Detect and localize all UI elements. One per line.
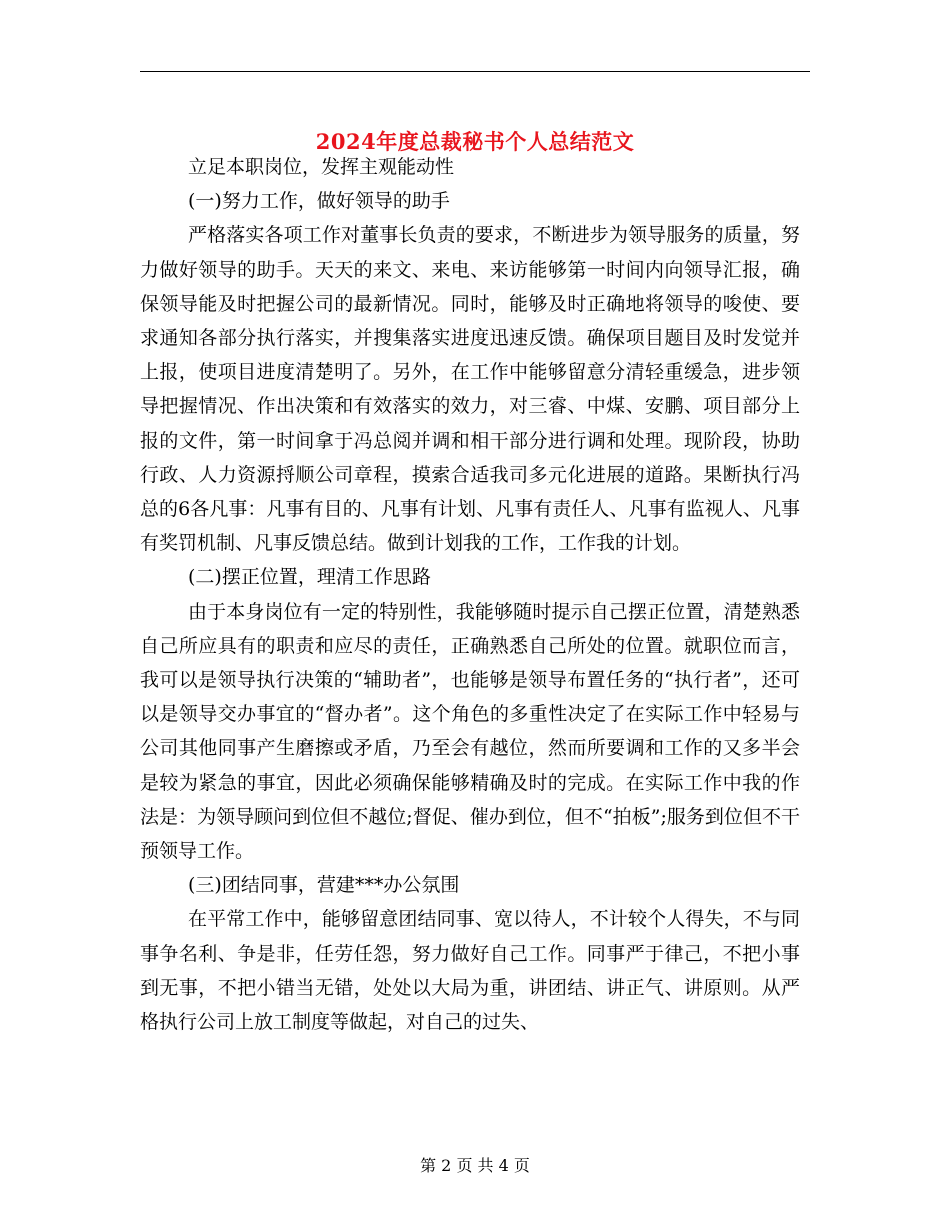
section-heading: 立足本职岗位，发挥主观能动性: [188, 156, 455, 178]
body-paragraph: 在平常工作中，能够留意团结同事、宽以待人，不计较个人得失，不与同事争名利、争是非，任劳任怨，努力做好自己工作。同事严于律己，不把小事到无事，不把小错当无错，处处以大局为重，讲团结、讲正气、讲原则。从严格执行公司上放工制度等做起，对自己的过失、: [140, 908, 800, 1034]
body-paragraph: 严格落实各项工作对董事长负责的要求，不断进步为领导服务的质量，努力做好领导的助手。天天的来文、来电、来访能够第一时间内向领导汇报，确保领导能及时把握公司的最新情况。同时，能够及时正确地将领导的唆使、要求通知各部分执行落实，并搜集落实进度迅速反馈。确保项目题目及时发觉并上报，使项目进度清楚明了。另外，在工作中能够留意分清轻重缓急，进步领导把握情况、作出决策和有效落实的效力，对三睿、中煤、安鹏、项目部分上报的文件，第一时间拿于冯总阅并调和相干部分进行调和处理。现阶段，协助行政、人力资源捋顺公司章程，摸索合适我司多元化进展的道路。果断执行冯总的6各凡事：凡事有目的、凡事有计划、凡事有责任人、凡事有监视人、凡事有奖罚机制、凡事反馈总结。做到计划我的工作，工作我的计划。: [140, 224, 800, 555]
header-rule: [140, 71, 810, 72]
subsection-heading: (二)摆正位置，理清工作思路: [188, 566, 431, 589]
body-paragraph: 由于本身岗位有一定的特别性，我能够随时提示自己摆正位置，清楚熟悉自己所应具有的职责和应尽的责任，正确熟悉自己所处的位置。就职位而言，我可以是领导执行决策的“辅助者”，也能够是领导布置任务的“执行者”，还可以是领导交办事宜的“督办者”。这个角色的多重性决定了在实际工作中轻易与公司其他同事产生磨擦或矛盾，乃至会有越位，然而所要调和工作的又多半会是较为紧急的事宜，因此必须确保能够精确及时的完成。在实际工作中我的作法是：为领导顾问到位但不越位;督促、催办到位，但不“拍板”;服务到位但不干预领导工作。: [140, 600, 800, 863]
document-body: [140, 150, 800, 1039]
subsection-heading: (一)努力工作，做好领导的助手: [188, 190, 450, 213]
document-title: 2024年度总裁秘书个人总结范文: [315, 129, 635, 155]
page-number: 第 2 页 共 4 页: [420, 1156, 530, 1175]
subsection-heading: (三)团结同事，营建***办公氛围: [188, 874, 460, 897]
